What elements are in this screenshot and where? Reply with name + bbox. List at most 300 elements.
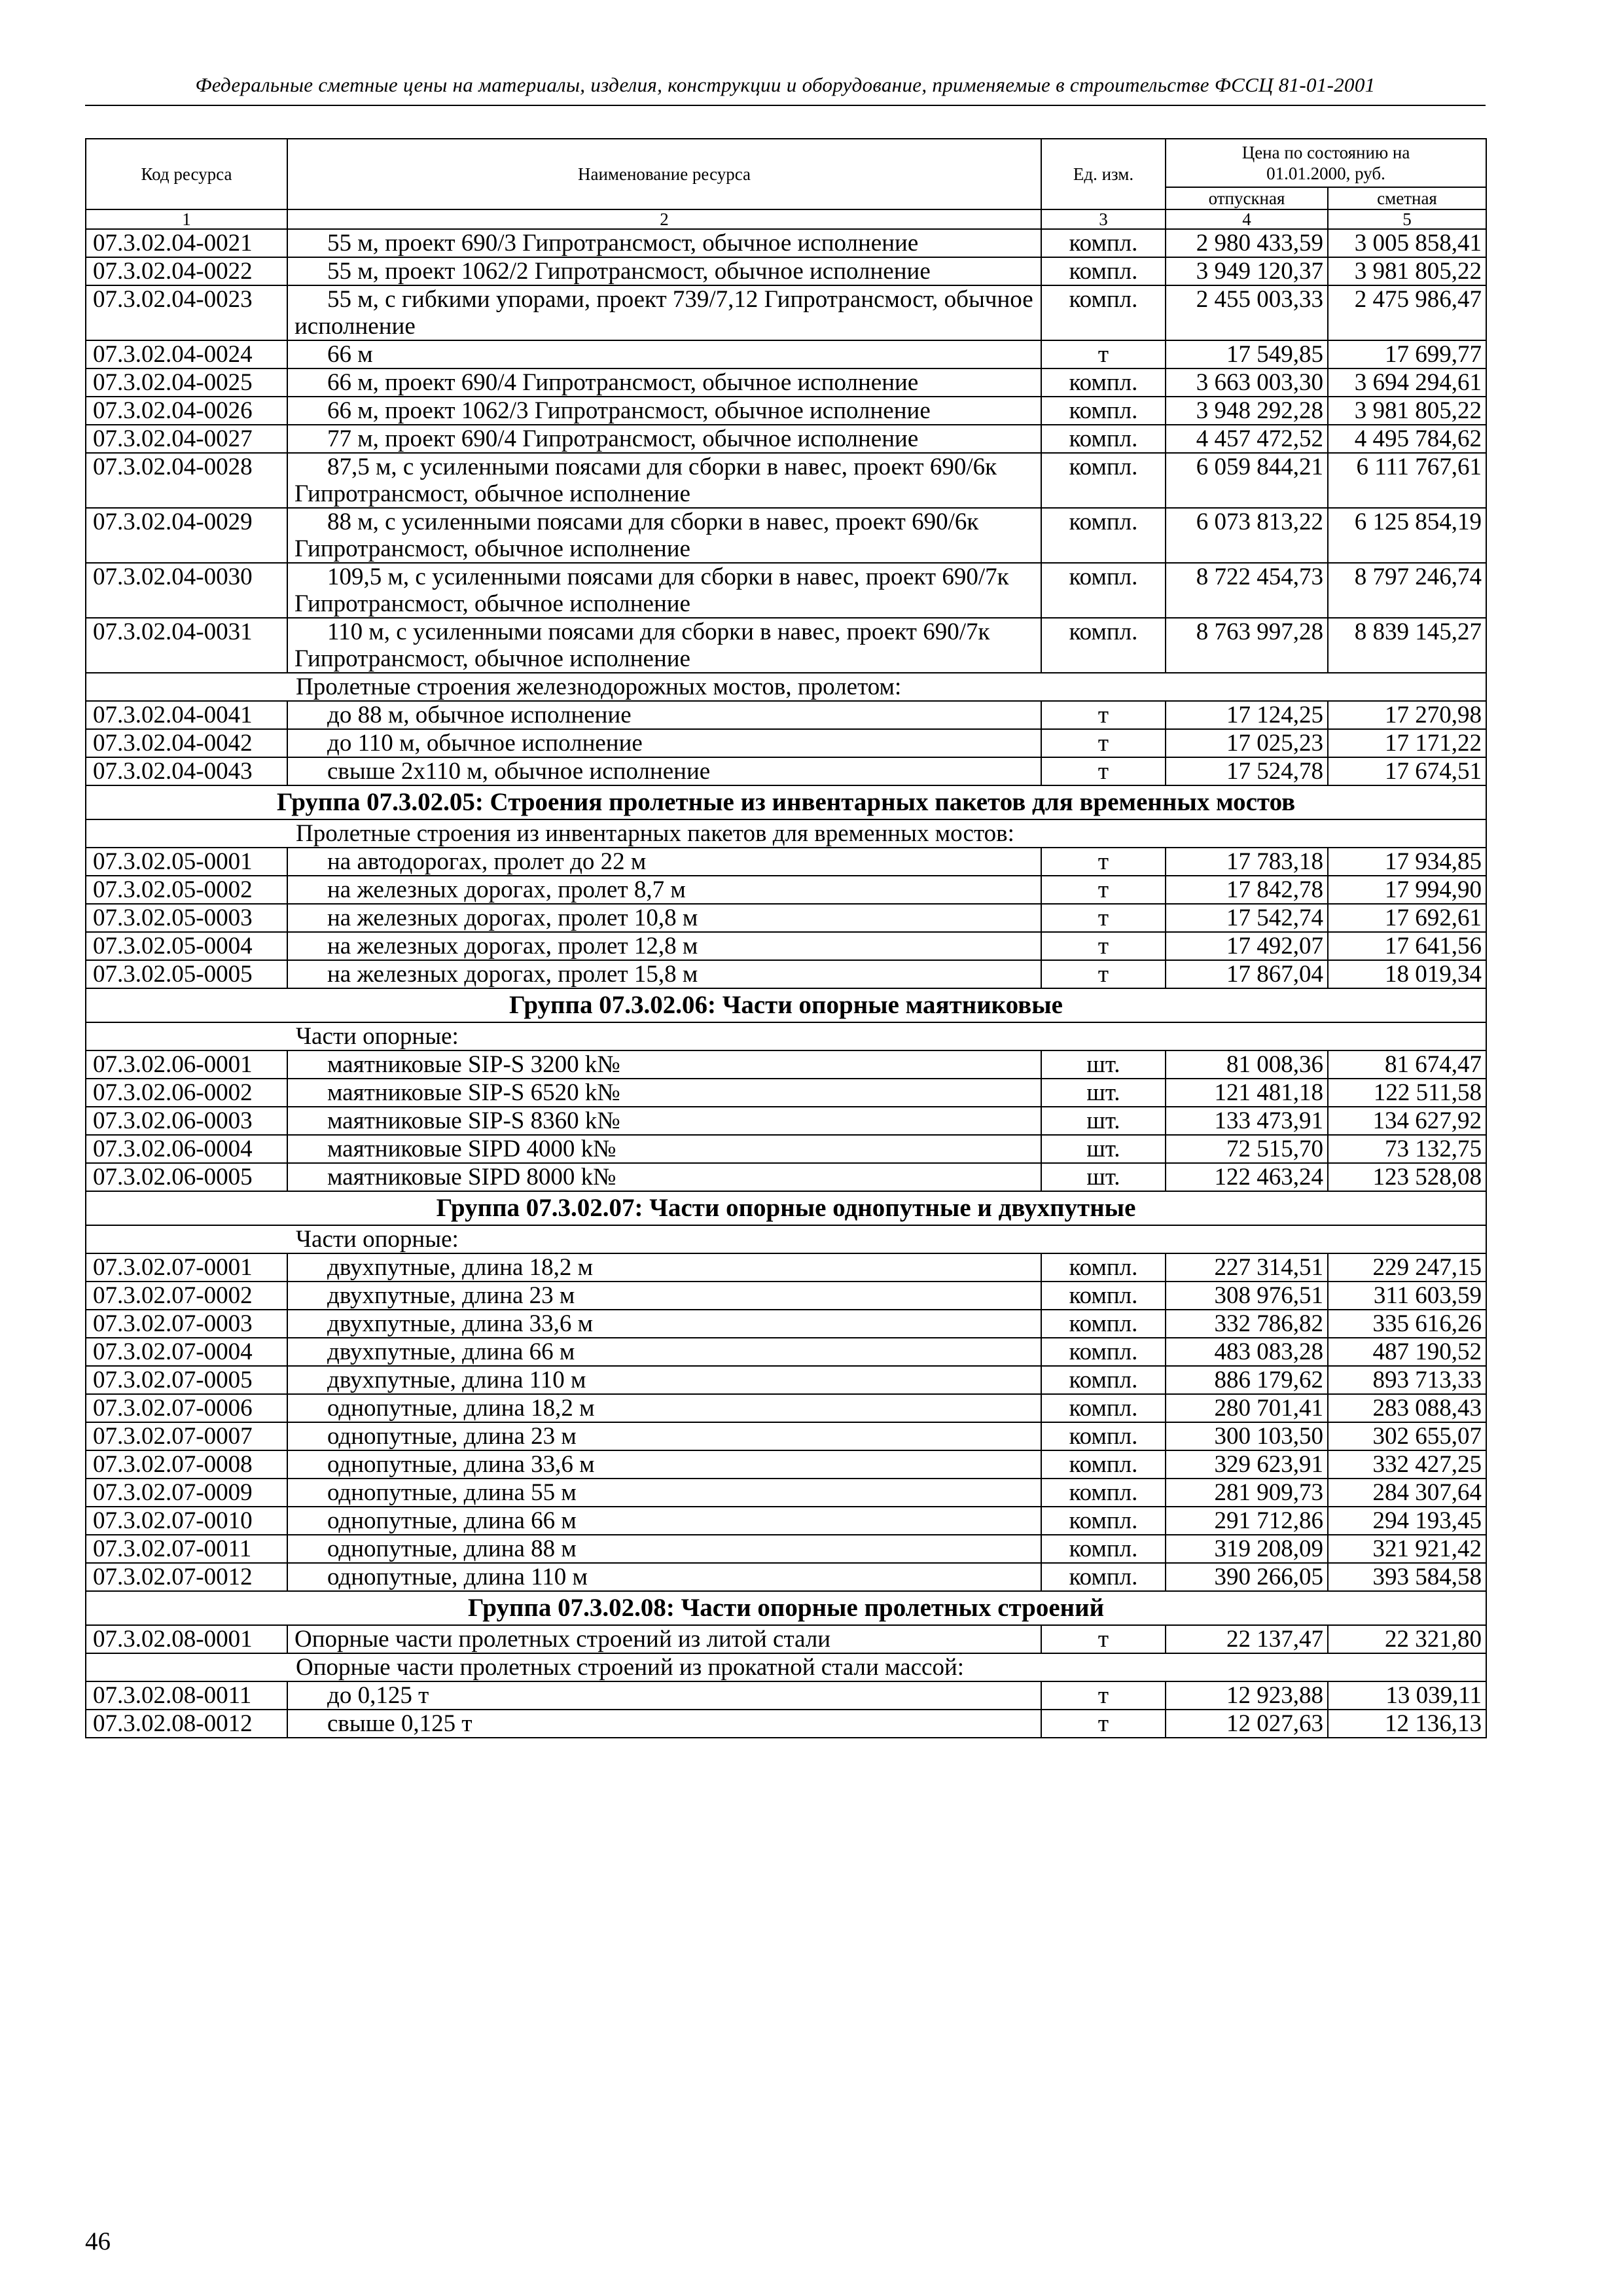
- unit: компл.: [1041, 563, 1166, 618]
- resource-name-cell: [287, 1338, 1041, 1366]
- resource-code: 07.3.02.04-0030: [86, 563, 287, 618]
- resource-name-cell: [287, 368, 1041, 397]
- release-price: 390 266,05: [1166, 1563, 1328, 1591]
- resource-name-cell: [287, 1366, 1041, 1394]
- table-row: [86, 1282, 1486, 1310]
- resource-code: 07.3.02.04-0042: [86, 729, 287, 757]
- header-estimate: сметная: [1328, 187, 1486, 209]
- table-row: [86, 848, 1486, 876]
- resource-name: маятниковые SIPD 8000 k№: [327, 1164, 616, 1191]
- resource-name: 55 м, с гибкими упорами, проект 739/7,12 Гипротрансмост, обычное исполнение: [294, 286, 1033, 340]
- resource-code: 07.3.02.04-0028: [86, 453, 287, 508]
- table-row: [86, 425, 1486, 453]
- estimate-price: 321 921,42: [1328, 1535, 1486, 1563]
- estimate-price: 22 321,80: [1328, 1625, 1486, 1653]
- release-price: 329 623,91: [1166, 1450, 1328, 1479]
- estimate-price: 3 981 805,22: [1328, 257, 1486, 285]
- release-price: 72 515,70: [1166, 1135, 1328, 1163]
- resource-code: 07.3.02.05-0004: [86, 932, 287, 960]
- unit: компл.: [1041, 1253, 1166, 1282]
- unit: шт.: [1041, 1107, 1166, 1135]
- resource-name-cell: [287, 340, 1041, 368]
- unit: т: [1041, 1681, 1166, 1710]
- release-price: 17 842,78: [1166, 876, 1328, 904]
- resource-name-cell: [287, 1563, 1041, 1591]
- table-row: [86, 1450, 1486, 1479]
- resource-name: до 110 м, обычное исполнение: [327, 730, 643, 757]
- resource-name: двухпутные, длина 18,2 м: [327, 1254, 594, 1281]
- table-row: [86, 1681, 1486, 1710]
- estimate-price: 2 475 986,47: [1328, 285, 1486, 340]
- estimate-price: 4 495 784,62: [1328, 425, 1486, 453]
- release-price: 308 976,51: [1166, 1282, 1328, 1310]
- resource-name-cell: [287, 1625, 1041, 1653]
- resource-name: 66 м: [327, 341, 373, 368]
- release-price: 6 073 813,22: [1166, 508, 1328, 563]
- release-price: 12 027,63: [1166, 1710, 1328, 1738]
- unit: компл.: [1041, 1366, 1166, 1394]
- estimate-price: 893 713,33: [1328, 1366, 1486, 1394]
- resource-name-cell: [287, 1450, 1041, 1479]
- table-row: [86, 563, 1486, 618]
- resource-code: 07.3.02.06-0005: [86, 1163, 287, 1191]
- unit: компл.: [1041, 1338, 1166, 1366]
- resource-name: 109,5 м, с усиленными поясами для сборки в навес, проект 690/7к Гипротрансмост, обычное исполнение: [294, 564, 1009, 617]
- resource-code: 07.3.02.04-0029: [86, 508, 287, 563]
- release-price: 281 909,73: [1166, 1479, 1328, 1507]
- column-number: 2: [287, 209, 1041, 229]
- resource-name-cell: [287, 425, 1041, 453]
- unit: компл.: [1041, 1282, 1166, 1310]
- estimate-price: 12 136,13: [1328, 1710, 1486, 1738]
- release-price: 319 208,09: [1166, 1535, 1328, 1563]
- resource-name-cell: [287, 876, 1041, 904]
- table-header-row: [86, 139, 1486, 187]
- resource-name-cell: [287, 1710, 1041, 1738]
- table-row: [86, 257, 1486, 285]
- release-price: 8 763 997,28: [1166, 618, 1328, 673]
- table-row: [86, 368, 1486, 397]
- resource-name: до 88 м, обычное исполнение: [327, 702, 632, 728]
- resource-name-cell: [287, 1107, 1041, 1135]
- resource-name: на железных дорогах, пролет 15,8 м: [327, 961, 698, 988]
- resource-name: на железных дорогах, пролет 10,8 м: [327, 905, 698, 931]
- table-row: [86, 1366, 1486, 1394]
- resource-name-cell: [287, 229, 1041, 257]
- resource-name-cell: [287, 1163, 1041, 1191]
- table-row: [86, 340, 1486, 368]
- resource-name: однопутные, длина 23 м: [327, 1423, 577, 1450]
- resource-name-cell: [287, 1050, 1041, 1079]
- release-price: 81 008,36: [1166, 1050, 1328, 1079]
- release-price: 2 455 003,33: [1166, 285, 1328, 340]
- estimate-price: 229 247,15: [1328, 1253, 1486, 1282]
- resource-name-cell: [287, 757, 1041, 785]
- unit: компл.: [1041, 1422, 1166, 1450]
- release-price: 122 463,24: [1166, 1163, 1328, 1191]
- estimate-price: 17 692,61: [1328, 904, 1486, 932]
- resource-name-cell: [287, 1079, 1041, 1107]
- table-row: [86, 1253, 1486, 1282]
- resource-code: 07.3.02.07-0007: [86, 1422, 287, 1450]
- resource-code: 07.3.02.07-0008: [86, 1450, 287, 1479]
- resource-name-cell: [287, 1135, 1041, 1163]
- estimate-price: 335 616,26: [1328, 1310, 1486, 1338]
- resource-name: двухпутные, длина 33,6 м: [327, 1310, 594, 1337]
- column-number-row: [86, 209, 1486, 229]
- resource-name-cell: [287, 1310, 1041, 1338]
- estimate-price: 8 797 246,74: [1328, 563, 1486, 618]
- release-price: 483 083,28: [1166, 1338, 1328, 1366]
- column-number: 4: [1166, 209, 1328, 229]
- unit: т: [1041, 1710, 1166, 1738]
- unit: компл.: [1041, 425, 1166, 453]
- release-price: 332 786,82: [1166, 1310, 1328, 1338]
- release-price: 121 481,18: [1166, 1079, 1328, 1107]
- resource-name: свыше 2х110 м, обычное исполнение: [327, 758, 711, 785]
- release-price: 4 457 472,52: [1166, 425, 1328, 453]
- table-row: [86, 618, 1486, 673]
- resource-name: однопутные, длина 110 м: [327, 1564, 588, 1590]
- resource-code: 07.3.02.04-0024: [86, 340, 287, 368]
- estimate-price: 18 019,34: [1328, 960, 1486, 988]
- section-heading: Части опорные:: [86, 1225, 1486, 1253]
- group-heading: Группа 07.3.02.07: Части опорные однопутные и двухпутные: [86, 1191, 1486, 1225]
- unit: т: [1041, 340, 1166, 368]
- header-rule: [85, 105, 1486, 106]
- estimate-price: 123 528,08: [1328, 1163, 1486, 1191]
- estimate-price: 283 088,43: [1328, 1394, 1486, 1422]
- table-row: [86, 701, 1486, 729]
- release-price: 17 867,04: [1166, 960, 1328, 988]
- resource-name: Опорные части пролетных строений из литой стали: [294, 1626, 831, 1653]
- resource-code: 07.3.02.04-0027: [86, 425, 287, 453]
- release-price: 17 025,23: [1166, 729, 1328, 757]
- table-row: [86, 1163, 1486, 1191]
- resource-name: однопутные, длина 18,2 м: [327, 1395, 595, 1422]
- unit: компл.: [1041, 285, 1166, 340]
- estimate-price: 393 584,58: [1328, 1563, 1486, 1591]
- group-heading: Группа 07.3.02.08: Части опорные пролетных строений: [86, 1591, 1486, 1625]
- resource-name: 66 м, проект 1062/3 Гипротрансмост, обычное исполнение: [327, 397, 931, 424]
- estimate-price: 302 655,07: [1328, 1422, 1486, 1450]
- resource-name: 55 м, проект 1062/2 Гипротрансмост, обычное исполнение: [327, 258, 931, 285]
- unit: т: [1041, 701, 1166, 729]
- resource-name-cell: [287, 701, 1041, 729]
- header-name: Наименование ресурса: [287, 139, 1041, 209]
- unit: компл.: [1041, 368, 1166, 397]
- estimate-price: 284 307,64: [1328, 1479, 1486, 1507]
- resource-name-cell: [287, 1535, 1041, 1563]
- resource-name-cell: [287, 960, 1041, 988]
- resource-name-cell: [287, 848, 1041, 876]
- release-price: 3 948 292,28: [1166, 397, 1328, 425]
- resource-name-cell: [287, 1282, 1041, 1310]
- group-heading-row: [86, 988, 1486, 1022]
- estimate-price: 73 132,75: [1328, 1135, 1486, 1163]
- column-number: 1: [86, 209, 287, 229]
- estimate-price: 122 511,58: [1328, 1079, 1486, 1107]
- resource-code: 07.3.02.06-0002: [86, 1079, 287, 1107]
- section-heading-row: [86, 1022, 1486, 1050]
- resource-code: 07.3.02.04-0021: [86, 229, 287, 257]
- resource-name: свыше 0,125 т: [327, 1710, 473, 1737]
- unit: компл.: [1041, 1507, 1166, 1535]
- resource-name-cell: [287, 1681, 1041, 1710]
- estimate-price: 17 699,77: [1328, 340, 1486, 368]
- unit: шт.: [1041, 1135, 1166, 1163]
- header-price: Цена по состоянию на 01.01.2000, руб.: [1166, 139, 1486, 187]
- release-price: 227 314,51: [1166, 1253, 1328, 1282]
- group-heading-row: [86, 1191, 1486, 1225]
- resource-code: 07.3.02.04-0026: [86, 397, 287, 425]
- unit: компл.: [1041, 397, 1166, 425]
- header-release: отпускная: [1166, 187, 1328, 209]
- resource-code: 07.3.02.07-0006: [86, 1394, 287, 1422]
- resource-name: 77 м, проект 690/4 Гипротрансмост, обычное исполнение: [327, 425, 919, 452]
- unit: т: [1041, 848, 1166, 876]
- table-row: [86, 1107, 1486, 1135]
- release-price: 3 663 003,30: [1166, 368, 1328, 397]
- column-number: 3: [1041, 209, 1166, 229]
- resource-name: двухпутные, длина 66 м: [327, 1338, 575, 1365]
- resource-name-cell: [287, 904, 1041, 932]
- resource-name-cell: [287, 932, 1041, 960]
- resource-name-cell: [287, 1479, 1041, 1507]
- unit: компл.: [1041, 453, 1166, 508]
- release-price: 17 524,78: [1166, 757, 1328, 785]
- resource-name-cell: [287, 285, 1041, 340]
- price-table: [85, 138, 1487, 1738]
- unit: компл.: [1041, 229, 1166, 257]
- resource-code: 07.3.02.06-0004: [86, 1135, 287, 1163]
- estimate-price: 3 981 805,22: [1328, 397, 1486, 425]
- resource-name-cell: [287, 397, 1041, 425]
- estimate-price: 13 039,11: [1328, 1681, 1486, 1710]
- resource-code: 07.3.02.07-0009: [86, 1479, 287, 1507]
- group-heading-row: [86, 785, 1486, 819]
- resource-name-cell: [287, 257, 1041, 285]
- resource-name-cell: [287, 1507, 1041, 1535]
- release-price: 17 549,85: [1166, 340, 1328, 368]
- estimate-price: 3 694 294,61: [1328, 368, 1486, 397]
- table-row: [86, 1135, 1486, 1163]
- header-code: Код ресурса: [86, 139, 287, 209]
- resource-code: 07.3.02.07-0004: [86, 1338, 287, 1366]
- estimate-price: 3 005 858,41: [1328, 229, 1486, 257]
- estimate-price: 17 674,51: [1328, 757, 1486, 785]
- resource-name: на железных дорогах, пролет 8,7 м: [327, 876, 686, 903]
- estimate-price: 8 839 145,27: [1328, 618, 1486, 673]
- release-price: 3 949 120,37: [1166, 257, 1328, 285]
- release-price: 8 722 454,73: [1166, 563, 1328, 618]
- unit: компл.: [1041, 1535, 1166, 1563]
- resource-name: однопутные, длина 88 м: [327, 1535, 577, 1562]
- estimate-price: 6 111 767,61: [1328, 453, 1486, 508]
- section-heading: Пролетные строения из инвентарных пакетов для временных мостов:: [86, 819, 1486, 848]
- unit: т: [1041, 932, 1166, 960]
- unit: компл.: [1041, 1310, 1166, 1338]
- unit: компл.: [1041, 1450, 1166, 1479]
- resource-name: двухпутные, длина 23 м: [327, 1282, 575, 1309]
- header-unit: Ед. изм.: [1041, 139, 1166, 209]
- table-row: [86, 229, 1486, 257]
- estimate-price: 17 994,90: [1328, 876, 1486, 904]
- resource-name: 66 м, проект 690/4 Гипротрансмост, обычное исполнение: [327, 369, 919, 396]
- table-row: [86, 876, 1486, 904]
- resource-name: однопутные, длина 55 м: [327, 1479, 577, 1506]
- section-heading: Части опорные:: [86, 1022, 1486, 1050]
- unit: компл.: [1041, 1563, 1166, 1591]
- resource-code: 07.3.02.05-0002: [86, 876, 287, 904]
- resource-name: двухпутные, длина 110 м: [327, 1367, 586, 1393]
- table-row: [86, 1079, 1486, 1107]
- unit: компл.: [1041, 508, 1166, 563]
- unit: т: [1041, 904, 1166, 932]
- section-heading-row: [86, 1225, 1486, 1253]
- resource-code: 07.3.02.07-0005: [86, 1366, 287, 1394]
- unit: т: [1041, 729, 1166, 757]
- unit: т: [1041, 960, 1166, 988]
- resource-code: 07.3.02.07-0012: [86, 1563, 287, 1591]
- resource-code: 07.3.02.07-0011: [86, 1535, 287, 1563]
- release-price: 12 923,88: [1166, 1681, 1328, 1710]
- table-row: [86, 1507, 1486, 1535]
- table-row: [86, 932, 1486, 960]
- resource-code: 07.3.02.04-0022: [86, 257, 287, 285]
- unit: компл.: [1041, 1479, 1166, 1507]
- table-row: [86, 757, 1486, 785]
- resource-name: 87,5 м, с усиленными поясами для сборки в навес, проект 690/6к Гипротрансмост, обычное исполнение: [294, 454, 997, 507]
- resource-code: 07.3.02.06-0001: [86, 1050, 287, 1079]
- section-heading-row: [86, 673, 1486, 701]
- unit: компл.: [1041, 257, 1166, 285]
- estimate-price: 17 270,98: [1328, 701, 1486, 729]
- resource-code: 07.3.02.07-0003: [86, 1310, 287, 1338]
- section-heading-row: [86, 1653, 1486, 1681]
- resource-code: 07.3.02.06-0003: [86, 1107, 287, 1135]
- resource-code: 07.3.02.07-0002: [86, 1282, 287, 1310]
- release-price: 6 059 844,21: [1166, 453, 1328, 508]
- resource-name: 110 м, с усиленными поясами для сборки в навес, проект 690/7к Гипротрансмост, обычное исполнение: [294, 619, 990, 672]
- estimate-price: 294 193,45: [1328, 1507, 1486, 1535]
- resource-name: однопутные, длина 66 м: [327, 1507, 577, 1534]
- resource-name-cell: [287, 618, 1041, 673]
- resource-name-cell: [287, 1422, 1041, 1450]
- page-number: 46: [85, 2227, 111, 2255]
- resource-code: 07.3.02.04-0041: [86, 701, 287, 729]
- table-row: [86, 397, 1486, 425]
- section-heading: Пролетные строения железнодорожных мостов, пролетом:: [86, 673, 1486, 701]
- resource-code: 07.3.02.04-0031: [86, 618, 287, 673]
- resource-name: маятниковые SIPD 4000 k№: [327, 1136, 616, 1162]
- table-row: [86, 285, 1486, 340]
- estimate-price: 6 125 854,19: [1328, 508, 1486, 563]
- estimate-price: 311 603,59: [1328, 1282, 1486, 1310]
- resource-code: 07.3.02.08-0011: [86, 1681, 287, 1710]
- table-row: [86, 1710, 1486, 1738]
- resource-name-cell: [287, 1253, 1041, 1282]
- estimate-price: 487 190,52: [1328, 1338, 1486, 1366]
- resource-name: на железных дорогах, пролет 12,8 м: [327, 933, 698, 960]
- resource-name: маятниковые SIP-S 3200 k№: [327, 1051, 620, 1078]
- estimate-price: 134 627,92: [1328, 1107, 1486, 1135]
- estimate-price: 81 674,47: [1328, 1050, 1486, 1079]
- estimate-price: 17 641,56: [1328, 932, 1486, 960]
- group-heading: Группа 07.3.02.05: Строения пролетные из инвентарных пакетов для временных мостов: [86, 785, 1486, 819]
- resource-name: 55 м, проект 690/3 Гипротрансмост, обычное исполнение: [327, 230, 919, 257]
- resource-name-cell: [287, 453, 1041, 508]
- resource-name: 88 м, с усиленными поясами для сборки в навес, проект 690/6к Гипротрансмост, обычное исполнение: [294, 509, 979, 562]
- resource-name: до 0,125 т: [327, 1682, 429, 1709]
- table-row: [86, 1563, 1486, 1591]
- table-row: [86, 904, 1486, 932]
- resource-name-cell: [287, 563, 1041, 618]
- resource-name: однопутные, длина 33,6 м: [327, 1451, 595, 1478]
- resource-code: 07.3.02.08-0012: [86, 1710, 287, 1738]
- unit: т: [1041, 757, 1166, 785]
- resource-name-cell: [287, 508, 1041, 563]
- table-row: [86, 1338, 1486, 1366]
- section-heading: Опорные части пролетных строений из прокатной стали массой:: [86, 1653, 1486, 1681]
- document-header: Федеральные сметные цены на материалы, изделия, конструкции и оборудование, применяемые в строительстве ФССЦ 81-01-2001: [195, 73, 1376, 96]
- table-row: [86, 508, 1486, 563]
- estimate-price: 17 171,22: [1328, 729, 1486, 757]
- table-row: [86, 1310, 1486, 1338]
- resource-code: 07.3.02.04-0043: [86, 757, 287, 785]
- unit: шт.: [1041, 1163, 1166, 1191]
- resource-code: 07.3.02.04-0023: [86, 285, 287, 340]
- estimate-price: 17 934,85: [1328, 848, 1486, 876]
- resource-name-cell: [287, 1394, 1041, 1422]
- resource-name-cell: [287, 729, 1041, 757]
- resource-code: 07.3.02.05-0003: [86, 904, 287, 932]
- release-price: 17 542,74: [1166, 904, 1328, 932]
- table-row: [86, 1394, 1486, 1422]
- unit: компл.: [1041, 618, 1166, 673]
- resource-code: 07.3.02.07-0010: [86, 1507, 287, 1535]
- table-body: [86, 229, 1486, 1738]
- resource-code: 07.3.02.05-0001: [86, 848, 287, 876]
- table-row: [86, 453, 1486, 508]
- resource-name: маятниковые SIP-S 6520 k№: [327, 1079, 620, 1106]
- column-number: 5: [1328, 209, 1486, 229]
- table-row: [86, 960, 1486, 988]
- release-price: 886 179,62: [1166, 1366, 1328, 1394]
- resource-name: маятниковые SIP-S 8360 k№: [327, 1107, 620, 1134]
- unit: шт.: [1041, 1050, 1166, 1079]
- unit: шт.: [1041, 1079, 1166, 1107]
- section-heading-row: [86, 819, 1486, 848]
- release-price: 22 137,47: [1166, 1625, 1328, 1653]
- table-row: [86, 1535, 1486, 1563]
- group-heading: Группа 07.3.02.06: Части опорные маятниковые: [86, 988, 1486, 1022]
- table-row: [86, 1050, 1486, 1079]
- release-price: 280 701,41: [1166, 1394, 1328, 1422]
- table-row: [86, 729, 1486, 757]
- table-row: [86, 1625, 1486, 1653]
- resource-code: 07.3.02.04-0025: [86, 368, 287, 397]
- release-price: 291 712,86: [1166, 1507, 1328, 1535]
- release-price: 133 473,91: [1166, 1107, 1328, 1135]
- resource-name: на автодорогах, пролет до 22 м: [327, 848, 647, 875]
- table-row: [86, 1422, 1486, 1450]
- resource-code: 07.3.02.05-0005: [86, 960, 287, 988]
- group-heading-row: [86, 1591, 1486, 1625]
- unit: компл.: [1041, 1394, 1166, 1422]
- release-price: 2 980 433,59: [1166, 229, 1328, 257]
- release-price: 17 124,25: [1166, 701, 1328, 729]
